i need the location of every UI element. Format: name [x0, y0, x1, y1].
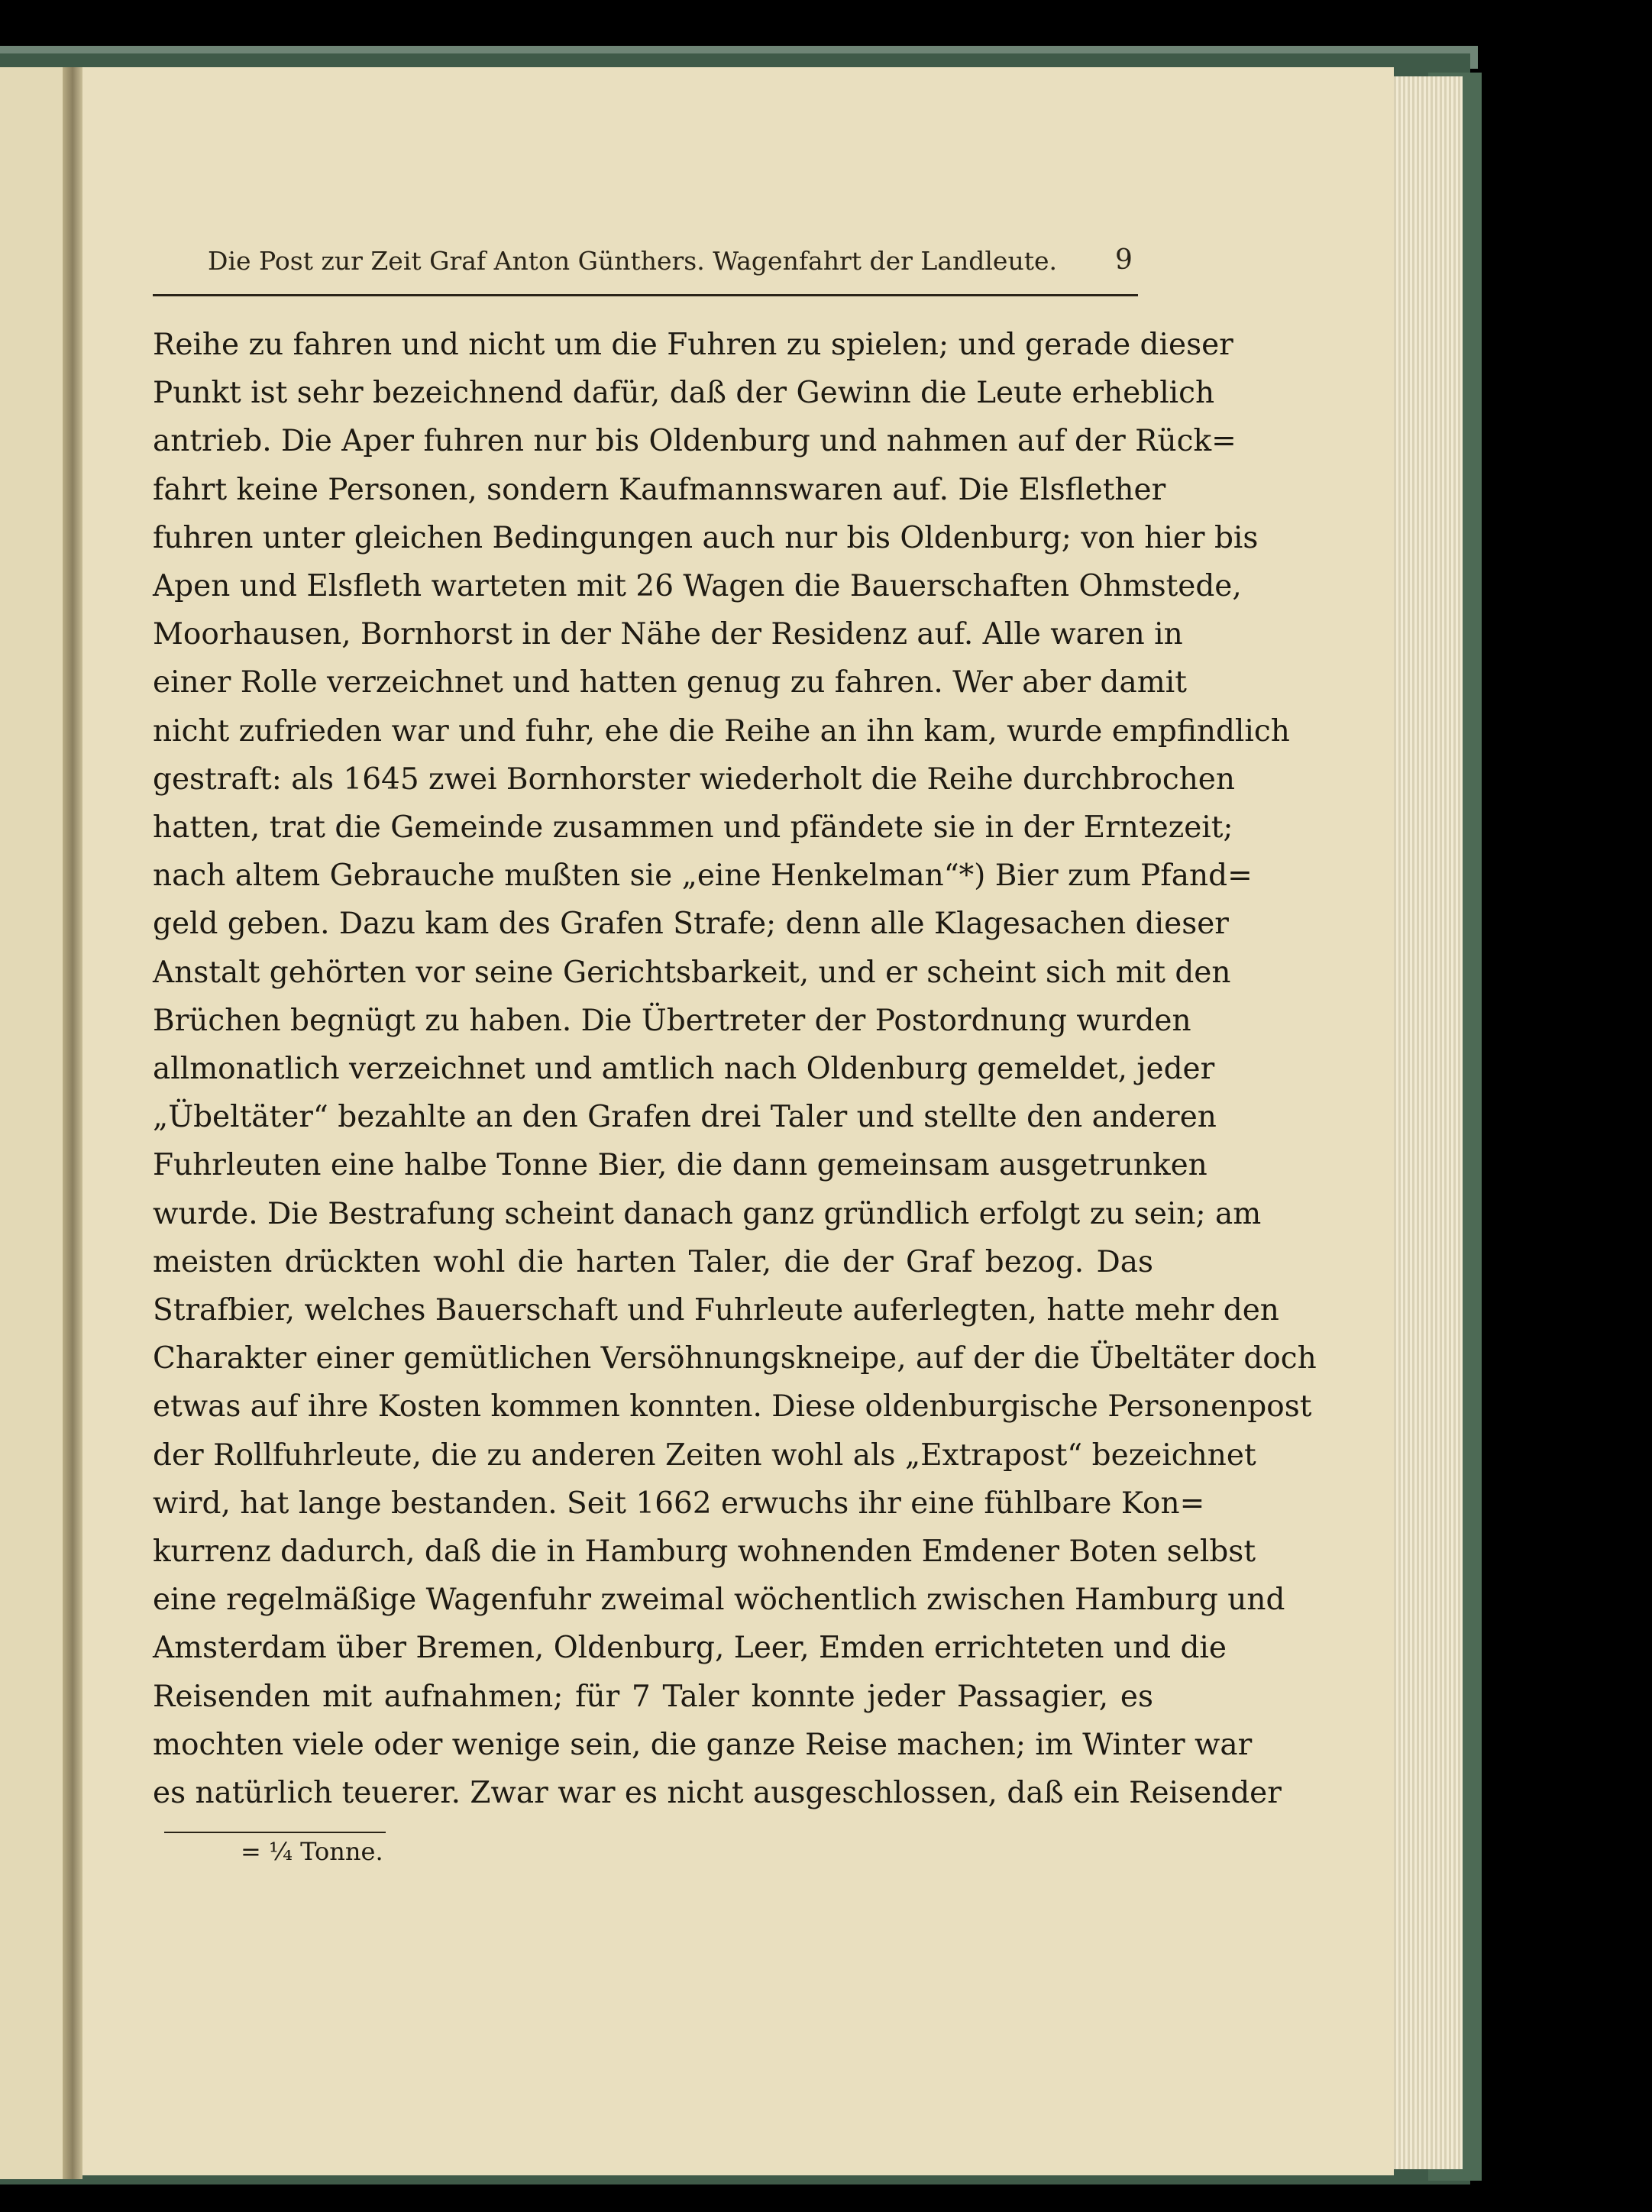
text-line: fahrt keine Personen, sondern Kaufmannswaren auf. Die Elsflether: [153, 472, 1166, 507]
text-line: mochten viele oder wenige sein, die ganze Reise machen; im Winter war: [153, 1727, 1253, 1762]
text-line: der Rollfuhrleute, die zu anderen Zeiten wohl als „Extrapost“ bezeichnet: [153, 1437, 1256, 1473]
gutter: [63, 67, 82, 2179]
text-line: hatten, trat die Gemeinde zusammen und pfändete sie in der Erntezeit;: [153, 810, 1233, 846]
text-line: wird, hat lange bestanden. Seit 1662 erwuchs ihr eine fühlbare Kon=: [153, 1486, 1205, 1521]
body-text: [153, 321, 1317, 1817]
footnote-rule: [164, 1832, 386, 1833]
text-line: Apen und Elsfleth warteten mit 26 Wagen die Bauerschaften Ohmstede,: [153, 569, 1242, 604]
text-line: geld geben. Dazu kam des Grafen Strafe; denn alle Klagesachen dieser: [153, 907, 1229, 942]
text-line: nach altem Gebrauche mußten sie „eine Henkelman“*) Bier zum Pfand=: [153, 859, 1253, 894]
text-line: „Übeltäter“ bezahlte an den Grafen drei Taler und stellte den anderen: [153, 1100, 1217, 1135]
text-line: Reihe zu fahren und nicht um die Fuhren zu spielen; und gerade dieser: [153, 328, 1233, 362]
text-line: einer Rolle verzeichnet und hatten genug zu fahren. Wer aber damit: [153, 665, 1187, 700]
text-line: gestraft: als 1645 zwei Bornhorster wiederholt die Reihe durchbrochen: [153, 762, 1236, 797]
text-line: allmonatlich verzeichnet und amtlich nach Oldenburg gemeldet, jeder: [153, 1052, 1215, 1087]
text-line: wurde. Die Bestrafung scheint danach ganz gründlich erfolgt zu sein; am: [153, 1196, 1262, 1231]
text-line: Charakter einer gemütlichen Versöhnungskneipe, auf der die Übeltäter doch: [153, 1341, 1317, 1376]
footnote: = ¼ Tonne.: [241, 1837, 383, 1866]
text-line: kurrenz dadurch, daß die in Hamburg wohnenden Emdener Boten selbst: [153, 1534, 1256, 1570]
text-line: Anstalt gehörten vor seine Gerichtsbarkeit, und er scheint sich mit den: [153, 955, 1231, 990]
text-line: Reisenden mit aufnahmen; für 7 Taler konnte jeder Passagier, es: [153, 1679, 1153, 1714]
text-line: Punkt ist sehr bezeichnend dafür, daß der Gewinn die Leute erheblich: [153, 376, 1215, 411]
text-line: etwas auf ihre Kosten kommen konnten. Diese oldenburgische Personenpost: [153, 1389, 1312, 1425]
text-line: Brüchen begnügt zu haben. Die Übertreter der Postordnung wurden: [153, 1003, 1191, 1038]
text-line: Fuhrleuten eine halbe Tonne Bier, die dann gemeinsam ausgetrunken: [153, 1148, 1207, 1183]
text-line: Moorhausen, Bornhorst in der Nähe der Residenz auf. Alle waren in: [153, 617, 1183, 652]
text-line: eine regelmäßige Wagenfuhr zweimal wöchentlich zwischen Hamburg und: [153, 1583, 1285, 1618]
running-header: Die Post zur Zeit Graf Anton Günthers. Wagenfahrt der Landleute.: [208, 246, 1057, 276]
page-number: 9: [1115, 244, 1133, 276]
text-line: antrieb. Die Aper fuhren nur bis Oldenburg und nahmen auf der Rück=: [153, 424, 1237, 459]
left-page-edge: [0, 67, 67, 2179]
text-line: nicht zufrieden war und fuhr, ehe die Reihe an ihn kam, wurde empfindlich: [153, 713, 1290, 749]
text-line: Strafbier, welches Bauerschaft und Fuhrleute auferlegten, hatte mehr den: [153, 1293, 1279, 1328]
page-edges: [1394, 76, 1463, 2169]
text-line: Amsterdam über Bremen, Oldenburg, Leer, Emden errichteten und die: [153, 1631, 1227, 1666]
text-line: es natürlich teuerer. Zwar war es nicht ausgeschlossen, daß ein Reisender: [153, 1776, 1282, 1811]
text-line: meisten drückten wohl die harten Taler, die der Graf bezog. Das: [153, 1244, 1153, 1279]
text-line: fuhren unter gleichen Bedingungen auch nur bis Oldenburg; von hier bis: [153, 520, 1259, 555]
header-rule: [153, 294, 1138, 296]
